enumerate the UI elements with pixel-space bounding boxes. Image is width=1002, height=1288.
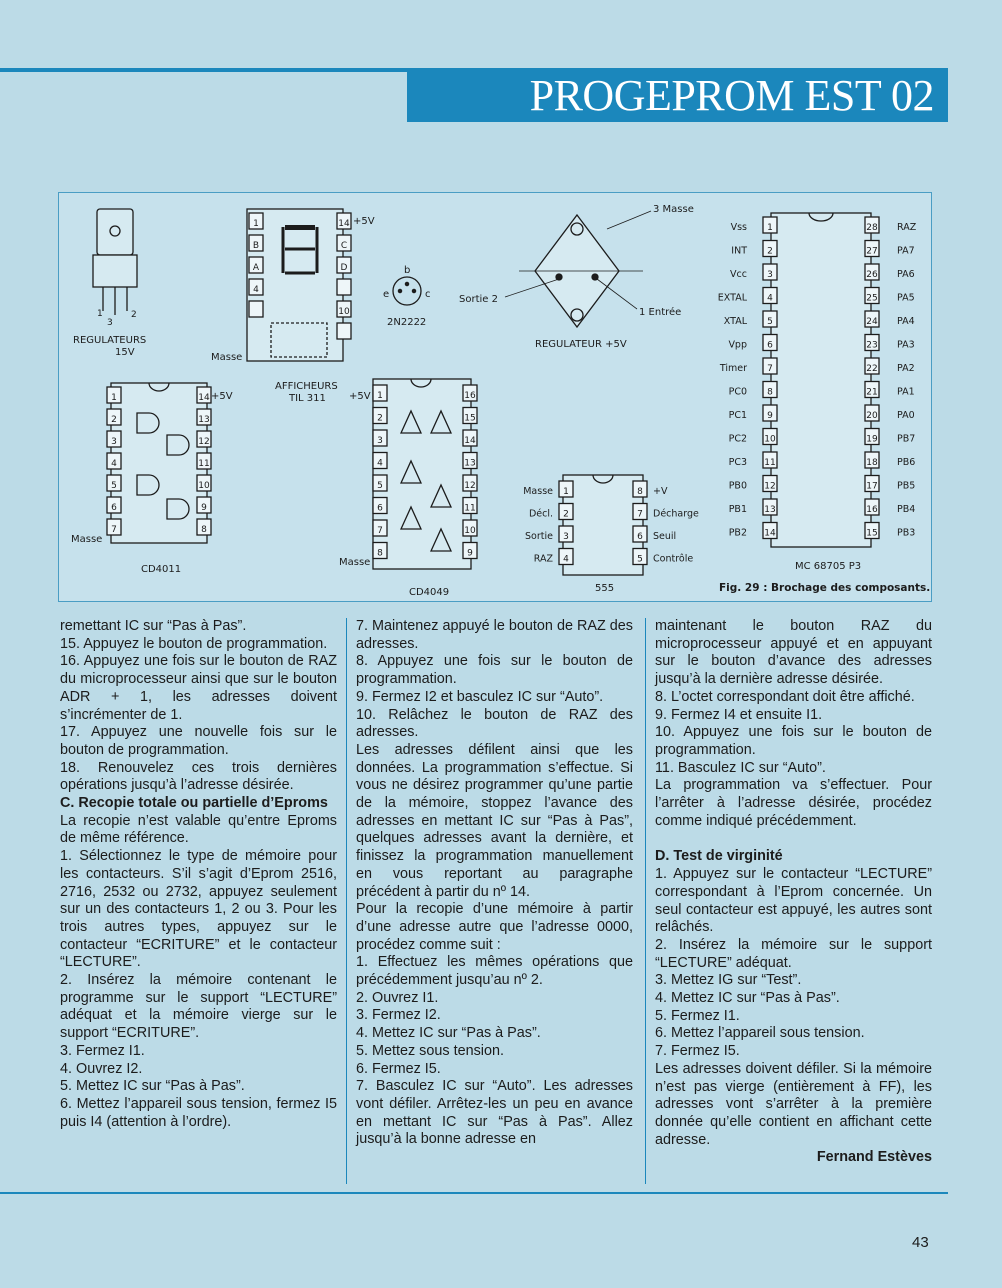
page-number: 43 xyxy=(912,1234,929,1251)
pin-label: PB7 xyxy=(897,433,916,445)
mc68705-name: MC 68705 P3 xyxy=(795,561,862,572)
transistor-name: 2N2222 xyxy=(387,317,427,328)
paragraph: 5. Mettez sous tension. xyxy=(356,1042,504,1059)
til311-label: AFFICHEURS xyxy=(275,381,338,392)
paragraph: 9. Fermez I2 et basculez IC sur “Auto”. xyxy=(356,688,604,705)
pin-label: Décharge xyxy=(653,508,699,520)
pin-number: 12 xyxy=(464,481,476,491)
pin-number: 7 xyxy=(377,526,383,536)
cd4011-5v: +5V xyxy=(211,391,233,402)
pin-number: 14 xyxy=(198,393,210,403)
transistor-c: c xyxy=(425,289,431,300)
pin-number: 16 xyxy=(866,505,878,515)
pin-number: 18 xyxy=(866,458,878,468)
title-banner xyxy=(407,70,948,122)
pin-label: PB3 xyxy=(897,527,916,539)
pin-label: Masse xyxy=(523,486,553,497)
pin-number: 10 xyxy=(338,307,350,317)
cd4049-5v: +5V xyxy=(349,391,371,402)
pin-label: Décl. xyxy=(528,508,553,520)
footer-rule xyxy=(0,1192,948,1194)
pin-number: B xyxy=(252,241,260,251)
mc68705-pins-left xyxy=(718,217,777,539)
pin-number: 14 xyxy=(338,219,350,229)
transistor-2n2222 xyxy=(383,265,431,328)
paragraph: 17. Appuyez une nouvelle fois sur le bouton de programmation. xyxy=(60,724,337,758)
pin-label: PA3 xyxy=(897,339,915,351)
column-separator xyxy=(645,618,646,1184)
cd4049-masse: Masse xyxy=(339,557,371,568)
pin-number: 4 xyxy=(253,285,259,295)
cd4049 xyxy=(339,379,477,598)
pin-number: 25 xyxy=(866,293,878,304)
pin-number: 9 xyxy=(467,548,473,559)
til311 xyxy=(211,209,375,404)
pin-number: 10 xyxy=(764,434,776,445)
regulator5v-entree: 1 Entrée xyxy=(639,307,682,318)
pin-number: 12 xyxy=(198,437,210,447)
paragraph: 6. Mettez l’appareil sous tension. xyxy=(655,1025,865,1042)
pin-label: PC0 xyxy=(728,386,747,398)
section-heading-d: D. Test de virginité xyxy=(655,848,783,865)
paragraph: La recopie n’est valable qu’entre Eproms de même référence. xyxy=(60,812,337,847)
pin-number: 16 xyxy=(464,391,476,401)
pin-label: PB6 xyxy=(897,457,916,468)
spacer xyxy=(655,830,932,848)
author-signature: Fernand Estèves xyxy=(816,1149,932,1166)
pin-label: Sortie xyxy=(525,531,553,542)
pin-number: 5 xyxy=(111,481,117,491)
pin-number: 4 xyxy=(377,458,383,469)
paragraph: 2. Insérez la mémoire sur le support “LECTURE” adéquat. xyxy=(655,936,932,971)
pin-label: PB0 xyxy=(728,480,747,492)
paragraph: 1. Appuyez sur le contacteur “LECTURE” correspondant à l’Eprom concernée. Un seul contacteur est appuyé, les autres sont relâchés. xyxy=(655,866,932,936)
paragraph: 15. Appuyez le bouton de programmation. xyxy=(60,635,328,652)
leader-masse xyxy=(607,211,651,229)
pin-number: 5 xyxy=(767,317,773,327)
pin-number: 8 xyxy=(377,548,383,559)
paragraph: 1. Effectuez les mêmes opérations que précédemment jusqu’au nº 2. xyxy=(356,954,633,989)
pin-number: 6 xyxy=(111,503,117,513)
pin-number: 1 xyxy=(111,393,117,403)
pin-number: 1 xyxy=(767,223,773,233)
cd4011-name: CD4011 xyxy=(141,564,182,575)
pin-number: A xyxy=(252,263,260,273)
pin-number: 14 xyxy=(764,528,776,539)
paragraph: 6. Fermez I5. xyxy=(356,1060,441,1077)
pin-label: RAZ xyxy=(897,222,917,233)
pin-label: Timer xyxy=(719,363,747,374)
regulator-pin-1: 1 xyxy=(97,309,103,319)
pin-number: 28 xyxy=(866,223,878,233)
transistor-b: b xyxy=(404,265,411,276)
pin-label: PA0 xyxy=(897,410,915,421)
regulator-label: REGULATEURS xyxy=(73,335,147,346)
paragraph: maintenant le bouton RAZ du microprocesseur appuyé et en appuyant sur le bouton d’avance des adresses jusqu’à la dernière adresse désirée. xyxy=(655,618,932,688)
pin-number: 3 xyxy=(377,436,383,446)
paragraph: 4. Mettez IC sur “Pas à Pas”. xyxy=(356,1025,541,1042)
text-column-3 xyxy=(655,618,932,1167)
pin-number: 14 xyxy=(464,436,476,446)
pin-label: PB1 xyxy=(728,504,747,515)
pin-number: 4 xyxy=(111,459,117,469)
mc68705-body xyxy=(771,213,871,547)
paragraph: 3. Fermez I1. xyxy=(60,1042,145,1059)
pin-number: 5 xyxy=(377,481,383,491)
paragraph: 1. Sélectionnez le type de mémoire pour les contacteurs. S’il s’agit d’Eprom 2516, 2716, 2532 ou 2732, appuyez seulement sur un des contacteurs 1, 2 ou 3. Pour les trois autres types, appuyez sur le contacteur “ECRITURE” et le contacteur “LECTURE”. xyxy=(60,848,337,971)
pin-label: Seuil xyxy=(653,531,677,542)
paragraph: 7. Basculez IC sur “Auto”. Les adresses vont défiler. Arrêtez-les un peu en avance en mettant IC sur “Pas à Pas”. Allez jusqu’à la bonne adresse en xyxy=(356,1078,633,1148)
pin-number: 8 xyxy=(767,387,773,398)
figure-caption: Fig. 29 : Brochage des composants. xyxy=(719,582,931,594)
til311-masse: Masse xyxy=(211,352,243,363)
til311-pins-left xyxy=(249,213,263,317)
pin-number: 10 xyxy=(198,481,210,491)
text-column-1 xyxy=(60,618,337,1131)
paragraph: 11. Basculez IC sur “Auto”. xyxy=(655,759,826,776)
pin-number: 1 xyxy=(253,219,259,229)
regulator-15v xyxy=(73,209,146,358)
pin-number: 3 xyxy=(111,437,117,447)
transistor-e: e xyxy=(383,289,390,300)
til311-name: TIL 311 xyxy=(289,393,326,404)
pin-number: 2 xyxy=(563,509,569,520)
pin-number: 1 xyxy=(563,487,569,497)
pin-label: Vpp xyxy=(728,339,747,351)
pin-box xyxy=(337,279,351,295)
paragraph: 7. Maintenez appuyé le bouton de RAZ des adresses. xyxy=(356,618,633,652)
pin-number: 2 xyxy=(111,415,117,425)
regulator5v-sortie: Sortie 2 xyxy=(459,294,498,305)
leader-entree xyxy=(597,279,637,309)
pin-number: 17 xyxy=(866,481,878,492)
pin-number: 8 xyxy=(637,487,643,497)
paragraph: 10. Relâchez le bouton de RAZ des adresses. xyxy=(356,706,633,741)
pinout-diagram xyxy=(59,193,933,603)
regulator-pin-3: 3 xyxy=(107,318,113,328)
pin-label: PC3 xyxy=(728,457,747,468)
pin-label: PA4 xyxy=(897,316,915,327)
pin-number: 4 xyxy=(767,293,773,304)
cd4011-masse: Masse xyxy=(71,534,103,545)
pin-number: 13 xyxy=(764,505,776,515)
pin-label: XTAL xyxy=(723,316,747,327)
pin-number: 6 xyxy=(767,340,773,351)
pin-number: 11 xyxy=(198,459,210,469)
pin-number: 27 xyxy=(866,246,878,257)
text-column-2 xyxy=(356,618,633,1149)
pin-number: 19 xyxy=(866,434,878,445)
pin-number: 21 xyxy=(866,387,878,398)
paragraph: 8. L’octet correspondant doit être affiché. xyxy=(655,688,915,705)
regulator5v-name: REGULATEUR +5V xyxy=(535,339,627,350)
pin-number: 10 xyxy=(464,526,476,536)
paragraph: Les adresses défilent ainsi que les données. La programmation s’effectue. Si vous ne désirez programmer qu’une partie de la mémoire, stoppez l’avance des adresses en mettant IC sur “Pas à Pas”, quelques adresses avant la dernière, et finissez la programmation manuellement en vous reportant au paragraphe précédent à partir du nº 14. xyxy=(356,741,633,900)
pin-label: PB5 xyxy=(897,480,916,492)
pin-number: 12 xyxy=(764,481,776,492)
pin-label: Contrôle xyxy=(653,553,694,565)
pin-number: 20 xyxy=(866,411,878,421)
pin-number: 4 xyxy=(563,554,569,565)
paragraph: 10. Appuyez une fois sur le bouton de programmation. xyxy=(655,724,932,758)
pin-number: 26 xyxy=(866,270,878,280)
regulator-body xyxy=(93,255,137,287)
pin-label: PA2 xyxy=(897,363,915,374)
pin-number: 13 xyxy=(198,415,210,425)
pin-label: EXTAL xyxy=(717,292,747,304)
paragraph: 4. Mettez IC sur “Pas à Pas”. xyxy=(655,990,840,1007)
pin-number: 13 xyxy=(464,458,476,469)
pinout-figure xyxy=(58,192,932,602)
paragraph: remettant IC sur “Pas à Pas”. xyxy=(60,618,247,634)
paragraph: Les adresses doivent défiler. Si la mémoire n’est pas vierge (entièrement à FF), les adresses vont s’arrêter à la première donnée qu’elle contient en affichant cette adresse. xyxy=(655,1060,932,1148)
ne555 xyxy=(523,475,699,594)
section-heading-c: C. Recopie totale ou partielle d’Eproms xyxy=(60,795,328,812)
pin-number: 3 xyxy=(563,532,569,542)
paragraph: 7. Fermez I5. xyxy=(655,1043,740,1060)
pin-number: 3 xyxy=(767,270,773,280)
paragraph: 6. Mettez l’appareil sous tension, fermez I5 puis I4 (attention à l’ordre). xyxy=(60,1095,337,1130)
ne555-body xyxy=(563,475,643,575)
pin-label: PC1 xyxy=(728,410,747,421)
paragraph: 5. Fermez I1. xyxy=(655,1007,740,1024)
pin-label: Vcc xyxy=(730,269,747,280)
pin-number: 7 xyxy=(637,509,643,520)
paragraph: La programmation va s’effectuer. Pour l’arrêter à l’adresse désirée, procédez comme indiqué précédemment. xyxy=(655,777,932,829)
pin-number: 24 xyxy=(866,317,878,327)
pin-label: INT xyxy=(731,245,747,257)
seven-seg-top xyxy=(285,225,315,230)
transistor-case xyxy=(393,277,421,305)
pin-number: C xyxy=(340,241,348,251)
pin-number: 9 xyxy=(201,503,207,513)
pin-number: 1 xyxy=(377,391,383,401)
cd4011-pins-right xyxy=(197,387,211,535)
pin-number: 2 xyxy=(377,413,383,424)
pin-number: 2 xyxy=(767,246,773,257)
pin-number: 6 xyxy=(377,503,383,514)
pin-number: 11 xyxy=(764,458,776,468)
paragraph: 8. Appuyez une fois sur le bouton de programmation. xyxy=(356,653,633,688)
mc68705-pins-right xyxy=(865,217,917,539)
paragraph: 2. Ouvrez I1. xyxy=(356,989,439,1006)
pin-number: 8 xyxy=(201,525,207,535)
regulator-voltage: 15V xyxy=(115,347,135,358)
paragraph: 9. Fermez I4 et ensuite I1. xyxy=(655,706,823,723)
pin-label: +V xyxy=(653,486,668,497)
til311-5v: +5V xyxy=(353,216,375,227)
pin-number: 11 xyxy=(464,503,476,514)
pin-label: Vss xyxy=(730,222,747,233)
paragraph: 3. Mettez IG sur “Test”. xyxy=(655,972,802,989)
pin-label: PC2 xyxy=(728,433,747,445)
pin-box xyxy=(249,301,263,317)
pin-label: PA7 xyxy=(897,245,915,257)
cd4011 xyxy=(71,383,233,575)
column-separator xyxy=(346,618,347,1184)
pin-number: 23 xyxy=(866,340,878,351)
pin-box xyxy=(337,323,351,339)
paragraph: Pour la recopie d’une mémoire à partir d’une adresse autre que l’adresse 0000, procédez comme suit : xyxy=(356,901,633,953)
pin-number: 15 xyxy=(464,413,476,424)
paragraph: 2. Insérez la mémoire contenant le programme sur le support “LECTURE” adéquat et la mémoire vierge sur le support “ECRITURE”. xyxy=(60,972,337,1042)
ne555-name: 555 xyxy=(595,583,615,594)
pin-label: PA5 xyxy=(897,292,915,304)
regulator5v-masse: 3 Masse xyxy=(653,204,694,215)
regulator-5v xyxy=(459,204,694,350)
pin-label: RAZ xyxy=(533,553,553,565)
pin-number: 7 xyxy=(767,364,773,374)
pin-label: PA6 xyxy=(897,269,915,280)
paragraph: 4. Ouvrez I2. xyxy=(60,1060,143,1077)
regulator-pin-2: 2 xyxy=(131,310,137,320)
pin-label: PB4 xyxy=(897,504,916,515)
paragraph: 18. Renouvelez ces trois dernières opérations jusqu’à l’adresse désirée. xyxy=(60,759,337,794)
page-title: PROGEPROM EST 02 xyxy=(529,71,934,120)
pin-number: 22 xyxy=(866,364,878,374)
pin-number: 6 xyxy=(637,532,643,542)
paragraph: 3. Fermez I2. xyxy=(356,1007,441,1024)
pin-label: PA1 xyxy=(897,386,915,398)
cd4011-pins-left xyxy=(107,387,121,535)
transistor-lead-b xyxy=(405,282,408,285)
cd4011-body xyxy=(111,383,210,543)
mc68705 xyxy=(718,213,917,572)
pin-number: 7 xyxy=(111,525,117,535)
regulator-tab xyxy=(97,209,133,255)
pin-label: PB2 xyxy=(728,527,747,539)
cd4049-name: CD4049 xyxy=(409,587,450,598)
pin-number: 15 xyxy=(866,528,878,539)
transistor-lead-c xyxy=(412,289,415,292)
pin-number: D xyxy=(340,263,348,273)
transistor-lead-e xyxy=(398,289,401,292)
pin-number: 9 xyxy=(767,411,773,421)
pin-number: 5 xyxy=(637,554,643,565)
cd4049-body xyxy=(373,379,471,569)
paragraph: 16. Appuyez une fois sur le bouton de RAZ du microprocesseur ainsi que sur le bouton ADR + 1, les adresses doivent s’incrémenter de 1. xyxy=(60,653,337,723)
paragraph: 5. Mettez IC sur “Pas à Pas”. xyxy=(60,1078,245,1095)
